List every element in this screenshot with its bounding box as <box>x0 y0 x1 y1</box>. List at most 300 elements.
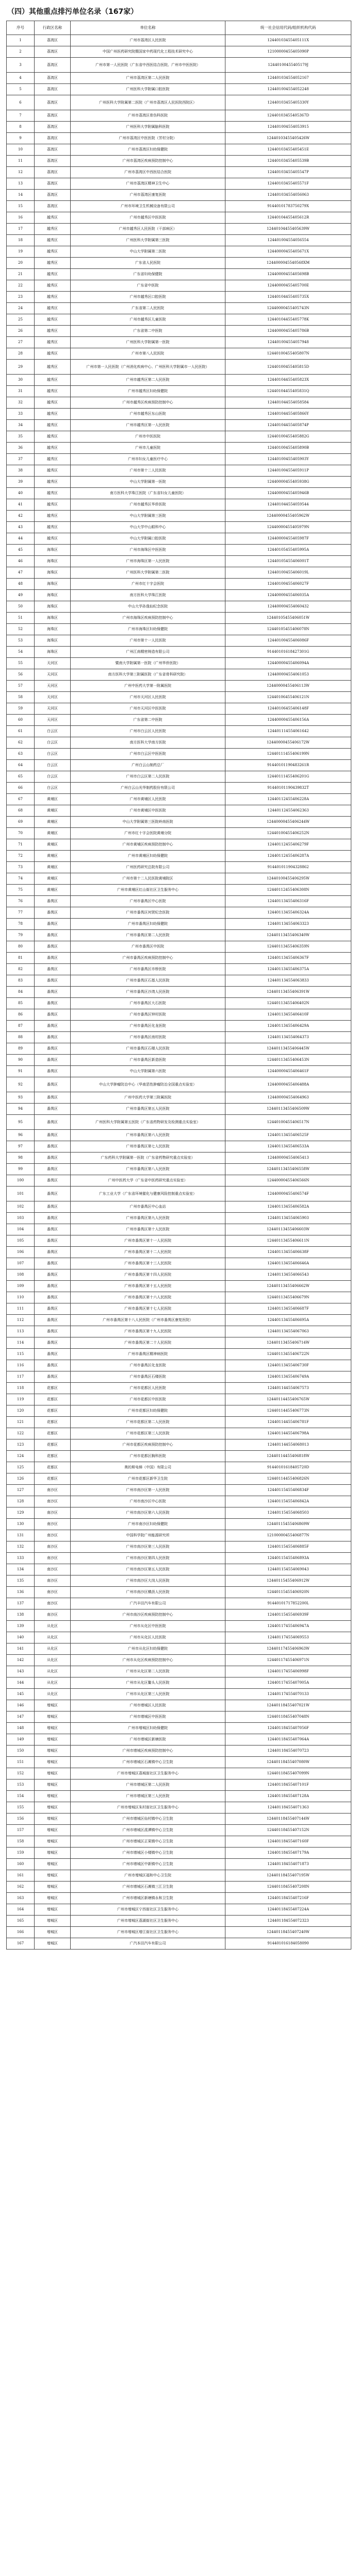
cell-no: 162 <box>7 1882 35 1893</box>
cell-credit-code: 12440118455407208N <box>225 1882 351 1893</box>
cell-credit-code: 12440113455406525F <box>225 1130 351 1141</box>
cell-no: 151 <box>7 1757 35 1768</box>
cell-unit-name: 广州市花都区胸科医院 <box>71 1451 225 1462</box>
cell-unit-name: 广州市增城区中新镇中心卫生院 <box>71 1859 225 1870</box>
table-row <box>7 1598 351 1609</box>
cell-credit-code: 12440114455406826N <box>225 1473 351 1485</box>
table-row <box>7 144 351 156</box>
cell-district: 荔湾区 <box>35 110 71 122</box>
cell-unit-name: 广州市增城区中医医院 <box>71 1711 225 1723</box>
cell-credit-code: 12440118455407080W <box>225 1757 351 1768</box>
cell-unit-name: 广州市增城区石滩镇中心卫生院 <box>71 1757 225 1768</box>
table-row <box>7 258 351 269</box>
cell-district: 番禺区 <box>35 964 71 975</box>
table-row <box>7 805 351 817</box>
cell-district: 番禺区 <box>35 1153 71 1164</box>
cell-credit-code: 12440100455406295W <box>225 873 351 885</box>
cell-unit-name: 广州市番禺区第十九人民医院 <box>71 1326 225 1337</box>
cell-unit-name: 中山大学肿瘤防治中心（华南恶性肿瘤防治全国重点实验室） <box>71 1077 225 1092</box>
cell-district: 黄埔区 <box>35 794 71 805</box>
cell-no: 13 <box>7 178 35 190</box>
cell-credit-code: 12440103455405571F <box>225 178 351 190</box>
cell-no: 12 <box>7 167 35 178</box>
cell-district: 从化区 <box>35 1666 71 1677</box>
cell-district: 越秀区 <box>35 420 71 431</box>
table-row <box>7 303 351 314</box>
table-row <box>7 1337 351 1349</box>
table-row <box>7 110 351 122</box>
cell-district: 番禺区 <box>35 1292 71 1303</box>
table-row <box>7 212 351 224</box>
cell-district: 越秀区 <box>35 488 71 499</box>
cell-credit-code: 12440118455407056F <box>225 1723 351 1734</box>
cell-no: 134 <box>7 1564 35 1575</box>
cell-no: 49 <box>7 590 35 601</box>
cell-credit-code: 12440112455406287A <box>225 851 351 862</box>
table-row <box>7 269 351 280</box>
table-row <box>7 1164 351 1175</box>
cell-district: 荔湾区 <box>35 178 71 190</box>
cell-unit-name: 中山大学附属第三医院 <box>71 511 225 522</box>
cell-district: 海珠区 <box>35 613 71 624</box>
cell-district: 番禺区 <box>35 1201 71 1213</box>
cell-unit-name: 广州市番禺区第十七人民医院 <box>71 1303 225 1315</box>
cell-district: 荔湾区 <box>35 73 71 84</box>
table-row <box>7 1130 351 1141</box>
cell-credit-code: 12440103455405539B <box>225 156 351 167</box>
cell-unit-name: 广州市番禺区第六人民医院 <box>71 1130 225 1141</box>
table-row <box>7 280 351 292</box>
cell-credit-code: 12440103455405111X <box>225 35 351 46</box>
cell-unit-name: 广州白云山制药总厂 <box>71 760 225 771</box>
cell-credit-code: 12440113455406367F <box>225 953 351 964</box>
table-row <box>7 1768 351 1780</box>
table-row <box>7 1496 351 1507</box>
cell-unit-name: 广州市南沙区疾病预防控制中心 <box>71 1609 225 1621</box>
cell-no: 54 <box>7 647 35 658</box>
cell-no: 89 <box>7 1043 35 1055</box>
cell-district: 增城区 <box>35 1791 71 1802</box>
cell-credit-code: 12440113455406722N <box>225 1349 351 1360</box>
cell-credit-code: 12440118455407048N <box>225 1711 351 1723</box>
cell-unit-name: 广州市南沙区第四人民医院 <box>71 1553 225 1564</box>
cell-credit-code: 12440000455406461F <box>225 1066 351 1077</box>
table-row <box>7 556 351 567</box>
cell-credit-code: 124400004554061053 <box>225 669 351 681</box>
cell-credit-code: 12440113455406714W <box>225 1337 351 1349</box>
cell-district: 增城区 <box>35 1927 71 1938</box>
cell-unit-name: 广州市番禺区精神病医院 <box>71 1349 225 1360</box>
cell-credit-code: 12440113455406558W <box>225 1164 351 1175</box>
cell-credit-code: 12440112455406279F <box>225 839 351 851</box>
cell-district: 白云区 <box>35 749 71 760</box>
cell-credit-code: 12440117455406963W <box>225 1643 351 1655</box>
cell-unit-name: 广州市增城区增江街社区卫生服务中心 <box>71 1927 225 1938</box>
cell-no: 108 <box>7 1269 35 1281</box>
cell-credit-code: 124401134554066543 <box>225 1269 351 1281</box>
cell-district: 越秀区 <box>35 533 71 545</box>
table-row <box>7 794 351 805</box>
cell-no: 132 <box>7 1541 35 1553</box>
cell-unit-name: 广州市荔湾区康复医院 <box>71 190 225 201</box>
cell-credit-code: 124401134554063833 <box>225 975 351 987</box>
cell-credit-code: 12440114455406765W <box>225 1394 351 1405</box>
cell-unit-name: 广州市番禺区妇幼保健院 <box>71 919 225 930</box>
table-row <box>7 420 351 431</box>
cell-district: 番禺区 <box>35 1175 71 1187</box>
cell-district: 番禺区 <box>35 930 71 941</box>
cell-district: 黄埔区 <box>35 862 71 873</box>
cell-unit-name: 广州市红十字会医院黄埔分院 <box>71 828 225 839</box>
cell-district: 番禺区 <box>35 1315 71 1326</box>
table-row <box>7 1757 351 1768</box>
table-row <box>7 601 351 613</box>
cell-no: 50 <box>7 601 35 613</box>
cell-unit-name: 广州市增城区福和中心卫生院 <box>71 1870 225 1882</box>
cell-no: 10 <box>7 144 35 156</box>
cell-credit-code: 12440114455406773N <box>225 1405 351 1417</box>
cell-district: 越秀区 <box>35 522 71 533</box>
cell-unit-name: 广州中医药大学第一附属医院 <box>71 681 225 692</box>
table-row <box>7 1394 351 1405</box>
cell-district: 黄埔区 <box>35 817 71 828</box>
cell-no: 123 <box>7 1439 35 1451</box>
cell-no: 84 <box>7 987 35 998</box>
cell-credit-code: 12440113455406533A <box>225 1141 351 1153</box>
table-row <box>7 681 351 692</box>
cell-district: 荔湾区 <box>35 190 71 201</box>
table-row <box>7 1575 351 1587</box>
cell-district: 南沙区 <box>35 1564 71 1575</box>
cell-district: 花都区 <box>35 1428 71 1439</box>
cell-credit-code: 12440100455405815D <box>225 360 351 375</box>
cell-district: 南沙区 <box>35 1507 71 1519</box>
cell-credit-code: 91440101717852200L <box>225 1598 351 1609</box>
table-row <box>7 1269 351 1281</box>
cell-credit-code: 1244000045540568XM <box>225 258 351 269</box>
cell-no: 27 <box>7 337 35 348</box>
cell-no: 107 <box>7 1258 35 1269</box>
table-row <box>7 190 351 201</box>
table-row <box>7 635 351 647</box>
cell-no: 55 <box>7 658 35 669</box>
cell-no: 96 <box>7 1130 35 1141</box>
cell-unit-name: 广州市番禺区第十三人民医院 <box>71 1258 225 1269</box>
cell-no: 164 <box>7 1904 35 1916</box>
cell-credit-code: 12440000455406113W <box>225 681 351 692</box>
table-row <box>7 1428 351 1439</box>
cell-credit-code: 124401004554052248 <box>225 84 351 95</box>
cell-no: 141 <box>7 1643 35 1655</box>
table-row <box>7 1077 351 1092</box>
cell-credit-code: 12440000455405743N <box>225 303 351 314</box>
cell-no: 29 <box>7 360 35 375</box>
cell-district: 白云区 <box>35 783 71 794</box>
cell-credit-code: 12440113455406375A <box>225 964 351 975</box>
cell-no: 4 <box>7 73 35 84</box>
table-row <box>7 1643 351 1655</box>
cell-credit-code: 12440115455406885F <box>225 1541 351 1553</box>
cell-unit-name: 广州市越秀区人民医院（干部病区） <box>71 224 225 235</box>
table-row <box>7 1848 351 1859</box>
cell-credit-code: 12100000455405090P <box>225 46 351 58</box>
cell-credit-code: 12440113455406695A <box>225 1315 351 1326</box>
cell-no: 87 <box>7 1021 35 1032</box>
table-row <box>7 590 351 601</box>
cell-unit-name: 广州市环境卫生机械设备有限公司 <box>71 201 225 212</box>
table-row <box>7 246 351 258</box>
cell-unit-name: 广州市增城区荔城街社区卫生服务中心 <box>71 1768 225 1780</box>
cell-credit-code: 12440112455406228A <box>225 794 351 805</box>
cell-no: 3 <box>7 58 35 73</box>
cell-no: 2 <box>7 46 35 58</box>
cell-no: 143 <box>7 1666 35 1677</box>
table-header-row <box>7 21 351 35</box>
table-row <box>7 1349 351 1360</box>
table-row <box>7 1175 351 1187</box>
table-row <box>7 1104 351 1115</box>
cell-credit-code: 124400004554064963 <box>225 1092 351 1104</box>
cell-no: 73 <box>7 862 35 873</box>
cell-credit-code: 12440115455406912W <box>225 1575 351 1587</box>
cell-no: 1 <box>7 35 35 46</box>
table-row <box>7 1870 351 1882</box>
cell-district: 荔湾区 <box>35 35 71 46</box>
cell-no: 19 <box>7 246 35 258</box>
cell-district: 越秀区 <box>35 511 71 522</box>
cell-unit-name: 广州市白云区人民医院 <box>71 726 225 737</box>
cell-credit-code: 12440106455406148F <box>225 703 351 715</box>
cell-credit-code: 12440000455405671X <box>225 246 351 258</box>
cell-credit-code: 12440000455405962W <box>225 511 351 522</box>
cell-district: 花都区 <box>35 1439 71 1451</box>
cell-no: 53 <box>7 635 35 647</box>
cell-unit-name: 广州市从化区人民医院 <box>71 1632 225 1643</box>
table-row <box>7 726 351 737</box>
cell-credit-code: 12440100455405911P <box>225 465 351 477</box>
cell-credit-code: 12440100455406517N <box>225 1115 351 1130</box>
cell-unit-name: 广州市越秀区第二人民医院 <box>71 375 225 386</box>
cell-unit-name: 广州市增城区妇幼保健院 <box>71 1723 225 1734</box>
cell-no: 42 <box>7 511 35 522</box>
cell-credit-code: 124401114554061642 <box>225 726 351 737</box>
cell-district: 越秀区 <box>35 246 71 258</box>
cell-no: 61 <box>7 726 35 737</box>
cell-district: 海珠区 <box>35 601 71 613</box>
cell-unit-name: 广州市荔湾区骨伤科医院 <box>71 110 225 122</box>
cell-district: 天河区 <box>35 703 71 715</box>
cell-district: 从化区 <box>35 1632 71 1643</box>
cell-credit-code: 12440100455405882G <box>225 431 351 443</box>
cell-no: 137 <box>7 1598 35 1609</box>
table-row <box>7 1201 351 1213</box>
cell-district: 从化区 <box>35 1689 71 1700</box>
cell-unit-name: 广州市黄埔区人民医院 <box>71 794 225 805</box>
cell-no: 135 <box>7 1575 35 1587</box>
cell-district: 增城区 <box>35 1859 71 1870</box>
cell-district: 番禺区 <box>35 1371 71 1383</box>
cell-credit-code: 124401134554065903 <box>225 1213 351 1224</box>
cell-credit-code: 12440000455406035A <box>225 590 351 601</box>
table-row <box>7 1609 351 1621</box>
cell-district: 番禺区 <box>35 1092 71 1104</box>
cell-credit-code: 12440115455406834F <box>225 1485 351 1496</box>
cell-district: 花都区 <box>35 1405 71 1417</box>
cell-unit-name: 广东省第二人民医院 <box>71 303 225 314</box>
cell-district: 番禺区 <box>35 1360 71 1371</box>
cell-no: 88 <box>7 1032 35 1043</box>
table-row <box>7 839 351 851</box>
cell-no: 23 <box>7 292 35 303</box>
cell-no: 102 <box>7 1201 35 1213</box>
cell-no: 80 <box>7 941 35 953</box>
table-row <box>7 703 351 715</box>
table-row <box>7 579 351 590</box>
cell-district: 越秀区 <box>35 477 71 488</box>
cell-credit-code: 12440117455406947A <box>225 1621 351 1632</box>
cell-credit-code: 12440118455407101F <box>225 1780 351 1791</box>
cell-unit-name: 广东省第二中医院 <box>71 326 225 337</box>
cell-credit-code: 124401004554056554 <box>225 235 351 246</box>
cell-unit-name: 广州市花都区人民医院 <box>71 1383 225 1394</box>
cell-district: 荔湾区 <box>35 58 71 73</box>
table-row <box>7 46 351 58</box>
cell-no: 98 <box>7 1153 35 1164</box>
cell-district: 越秀区 <box>35 280 71 292</box>
cell-credit-code: 12440118455407099N <box>225 1768 351 1780</box>
page-title: （四）其他重点排污单位名录（167家） <box>7 8 138 16</box>
table-row <box>7 964 351 975</box>
cell-credit-code: 12440113455406749A <box>225 1371 351 1383</box>
table-row <box>7 749 351 760</box>
cell-no: 48 <box>7 579 35 590</box>
cell-district: 从化区 <box>35 1677 71 1689</box>
cell-credit-code: 124401034554052167 <box>225 73 351 84</box>
cell-no: 47 <box>7 567 35 579</box>
table-row <box>7 987 351 998</box>
table-row <box>7 360 351 375</box>
table-row <box>7 1836 351 1848</box>
cell-no: 70 <box>7 828 35 839</box>
cell-district: 南沙区 <box>35 1541 71 1553</box>
cell-unit-name: 中山大学附属第三医院岭南医院 <box>71 817 225 828</box>
cell-district: 黄埔区 <box>35 885 71 896</box>
cell-unit-name: 南方医科大学珠江医院 <box>71 590 225 601</box>
table-row <box>7 998 351 1009</box>
cell-unit-name: 广州市海珠区第一人民医院 <box>71 556 225 567</box>
cell-unit-name: 广州市白云区中医医院 <box>71 749 225 760</box>
column-header-no: 序号 <box>7 21 35 35</box>
cell-no: 155 <box>7 1802 35 1814</box>
cell-no: 133 <box>7 1553 35 1564</box>
table-row <box>7 715 351 726</box>
table-row <box>7 1938 351 1950</box>
cell-district: 白云区 <box>35 760 71 771</box>
cell-credit-code: 12440115455406893A <box>225 1553 351 1564</box>
cell-credit-code: 12440113455406453N <box>225 1055 351 1066</box>
table-row <box>7 1360 351 1371</box>
column-header-district: 行政区名称 <box>35 21 71 35</box>
cell-district: 增城区 <box>35 1780 71 1791</box>
table-row <box>7 1916 351 1927</box>
cell-district: 番禺区 <box>35 919 71 930</box>
cell-unit-name: 广州市花都区新华卫生院 <box>71 1473 225 1485</box>
table-row <box>7 375 351 386</box>
cell-credit-code: 12440106455406121N <box>225 692 351 703</box>
cell-unit-name: 暨南大学附属第一医院（广州华侨医院） <box>71 658 225 669</box>
cell-unit-name: 广州市越秀区妇幼保健院 <box>71 386 225 397</box>
cell-unit-name: 广州市增城区新塘医院 <box>71 1734 225 1745</box>
cell-unit-name: 广州市荔湾区第二人民医院 <box>71 73 225 84</box>
cell-credit-code: 12440104455405866Y <box>225 409 351 420</box>
cell-unit-name: 广州市番禺区第十二人民医院 <box>71 1247 225 1258</box>
cell-credit-code: 12440113455406687F <box>225 1303 351 1315</box>
cell-district: 越秀区 <box>35 314 71 326</box>
cell-credit-code: 12440105455406051W <box>225 613 351 624</box>
table-row <box>7 477 351 488</box>
table-row <box>7 1292 351 1303</box>
cell-district: 白云区 <box>35 737 71 749</box>
cell-no: 110 <box>7 1292 35 1303</box>
table-row <box>7 1745 351 1757</box>
cell-no: 74 <box>7 873 35 885</box>
cell-no: 109 <box>7 1281 35 1292</box>
cell-district: 荔湾区 <box>35 95 71 110</box>
cell-unit-name: 广州市南沙区妇幼保健院 <box>71 1519 225 1530</box>
cell-credit-code: 12440115455406939F <box>225 1609 351 1621</box>
cell-district: 番禺区 <box>35 1337 71 1349</box>
cell-unit-name: 中山大学附属第六医院 <box>71 1066 225 1077</box>
table-row <box>7 1859 351 1870</box>
cell-credit-code: 12440113455406402N <box>225 998 351 1009</box>
cell-district: 荔湾区 <box>35 156 71 167</box>
table-row <box>7 828 351 839</box>
cell-unit-name: 广州市增城区石滩镇三江卫生院 <box>71 1882 225 1893</box>
cell-unit-name: 广州市花都区第三人民医院 <box>71 1428 225 1439</box>
cell-district: 番禺区 <box>35 1032 71 1043</box>
table-row <box>7 907 351 919</box>
cell-unit-name: 广州中医药大学第三附属医院 <box>71 1092 225 1104</box>
cell-credit-code: 124401004554057948 <box>225 337 351 348</box>
table-row <box>7 58 351 73</box>
cell-district: 从化区 <box>35 1621 71 1632</box>
cell-district: 花都区 <box>35 1462 71 1473</box>
table-row <box>7 1187 351 1201</box>
cell-unit-name: 广州医科大学附属第二医院（广州市荔湾区人民医院西院区） <box>71 95 225 110</box>
table-row <box>7 1893 351 1904</box>
cell-unit-name: 广州市海珠区疾病预防控制中心 <box>71 613 225 624</box>
cell-no: 148 <box>7 1723 35 1734</box>
cell-no: 166 <box>7 1927 35 1938</box>
table-row <box>7 1723 351 1734</box>
cell-district: 番禺区 <box>35 1130 71 1141</box>
table-row <box>7 1009 351 1021</box>
cell-credit-code: 12100000455406877N <box>225 1530 351 1541</box>
table-row <box>7 1734 351 1745</box>
cell-credit-code: 124401134554067063 <box>225 1326 351 1337</box>
cell-credit-code: 124401184554072323 <box>225 1916 351 1927</box>
cell-unit-name: 奥的斯电梯（中国）有限公司 <box>71 1462 225 1473</box>
cell-district: 荔湾区 <box>35 167 71 178</box>
table-row <box>7 511 351 522</box>
cell-district: 南沙区 <box>35 1553 71 1564</box>
cell-unit-name: 广州医科大学附属口腔医院 <box>71 84 225 95</box>
cell-district: 越秀区 <box>35 235 71 246</box>
table-row <box>7 443 351 454</box>
column-header-unit-name: 单位名称 <box>71 21 225 35</box>
cell-no: 153 <box>7 1780 35 1791</box>
cell-unit-name: 广州市增城区疾病预防控制中心 <box>71 1745 225 1757</box>
